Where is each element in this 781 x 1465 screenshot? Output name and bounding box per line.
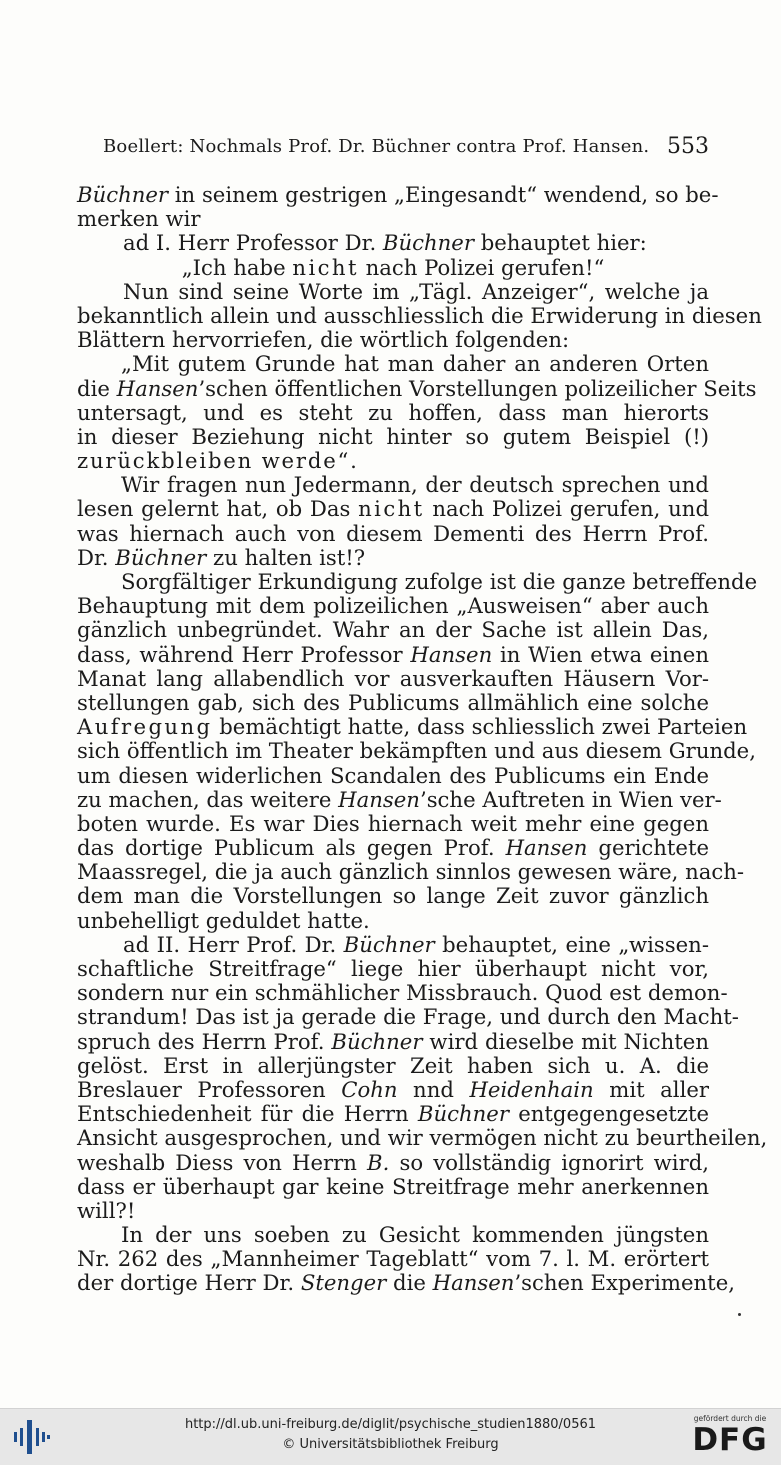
italic-text: Hansen xyxy=(410,641,493,667)
permalink-url[interactable]: http://dl.ub.uni-freiburg.de/diglit/psychische_studien1880/0561 xyxy=(184,1417,597,1432)
running-head-title: Boellert: Nochmals Prof. Dr. Büchner contra Prof. Hansen. xyxy=(103,136,650,157)
text-run: dass, während Herr Professor xyxy=(77,641,411,667)
text-run: bemächtigt hatte, dass schliesslich zwei Parteien xyxy=(212,714,748,740)
text-line xyxy=(77,182,719,207)
italic-text: Hansen xyxy=(338,786,420,812)
italic-text: Hansen xyxy=(432,1270,515,1296)
text-line xyxy=(77,1078,709,1102)
print-speck xyxy=(738,1313,741,1316)
text-run: Nun sind seine Worte im „Tägl. Anzeiger“, welche ja xyxy=(123,278,709,304)
text-line xyxy=(77,256,709,280)
text-line xyxy=(77,522,709,546)
text-run: bekanntlich allein und ausschliesslich die Erwiderung in diesen xyxy=(77,302,762,328)
text-run: „Ich habe xyxy=(181,254,293,280)
spaced-text: Aufregung xyxy=(77,714,213,740)
text-run: dem man die Vorstellungen so lange Zeit zuvor gänzlich xyxy=(77,883,709,909)
text-run: unbehelligt geduldet hatte. xyxy=(77,907,370,933)
text-line xyxy=(77,691,709,715)
text-line xyxy=(77,569,758,594)
text-run: behauptet hier: xyxy=(473,230,647,256)
text-run: gänzlich unbegründet. Wahr an der Sache ist allein Das, xyxy=(77,617,709,643)
text-run: Nr. 262 des „Mannheimer Tageblatt“ vom 7. l. M. erörtert xyxy=(77,1246,709,1272)
text-run: Manat lang allabendlich vor ausverkauften Häusern Vor- xyxy=(77,665,709,691)
text-run: strandum! Das ist ja gerade die Frage, und durch den Macht- xyxy=(77,1004,739,1030)
text-line xyxy=(77,859,745,885)
text-line xyxy=(77,980,728,1006)
text-run: zu halten ist!? xyxy=(206,544,366,570)
text-run: gerichtete xyxy=(587,835,710,861)
text-line xyxy=(77,352,709,376)
text-line xyxy=(77,1054,709,1078)
text-run: boten wurde. Es war Dies hiernach weit mehr eine gegen xyxy=(77,810,709,836)
text-run: Entschiedenheit für die Herrn xyxy=(77,1101,418,1127)
text-line xyxy=(77,884,709,908)
text-run: in Wien etwa einen xyxy=(492,641,709,667)
text-line xyxy=(77,546,709,570)
text-run: Behauptung mit dem polizeilichen „Ausweisen“ aber auch xyxy=(77,593,709,619)
text-run: sich öffentlich im Theater bekämpften und aus diesem Grunde, xyxy=(77,738,756,764)
text-line xyxy=(77,1125,768,1151)
text-run: ’sche Auftreten in Wien ver- xyxy=(419,786,722,812)
text-run: in dieser Beziehung nicht hinter so gutem Beispiel (!) xyxy=(77,423,709,449)
dfg-logo[interactable] xyxy=(686,1414,774,1462)
text-line xyxy=(77,909,709,933)
text-run: stellungen gab, sich des Publicums allmählich eine solche xyxy=(77,689,709,715)
text-run: nach Polizei gerufen, und xyxy=(424,496,710,522)
text-run: entgegengesetzte xyxy=(508,1101,709,1127)
text-run: Ansicht ausgesprochen, und wir vermögen nicht zu beurtheilen, xyxy=(77,1125,768,1151)
text-line xyxy=(77,836,709,860)
text-line xyxy=(77,473,709,497)
dfg-wordmark: DFG xyxy=(692,1422,768,1458)
copyright-notice: © Universitätsbibliothek Freiburg xyxy=(282,1437,499,1452)
text-line xyxy=(77,449,709,473)
italic-text: Heidenhain xyxy=(469,1076,594,1102)
text-run: das dortige Publicum als gegen Prof. xyxy=(77,835,506,861)
text-line xyxy=(77,1270,735,1296)
italic-text: B. xyxy=(367,1149,390,1175)
text-line xyxy=(77,1199,709,1223)
text-line xyxy=(77,1030,709,1054)
text-run: um diesen widerlichen Scandalen des Publicums ein Ende xyxy=(77,762,709,788)
text-run: zurückbleiben werde“. xyxy=(77,448,359,474)
text-run: so vollständig ignorirt wird, xyxy=(389,1149,709,1175)
text-run: lesen gelernt hat, ob Das xyxy=(77,496,359,522)
text-line xyxy=(77,1223,709,1247)
text-line xyxy=(77,643,709,667)
text-run: Maassregel, die ja auch gänzlich sinnlos gewesen wäre, nach- xyxy=(77,859,745,885)
spaced-text: nicht xyxy=(358,496,425,522)
text-run: will?! xyxy=(77,1197,136,1223)
text-run: spruch des Herrn Prof. xyxy=(77,1028,332,1054)
text-run: weshalb Diess von Herrn xyxy=(77,1149,368,1175)
running-head xyxy=(103,134,709,164)
text-run: Breslauer Professoren xyxy=(77,1076,342,1102)
text-run: ad I. Herr Professor Dr. xyxy=(123,230,383,256)
italic-text: Büchner xyxy=(77,182,169,207)
italic-text: Büchner xyxy=(382,230,474,256)
text-run: Wir fragen nun Jedermann, der deutsch sprechen und xyxy=(121,472,709,498)
text-run: die xyxy=(77,375,117,401)
text-run: Dr. xyxy=(77,544,116,570)
text-run: ’schen öffentlichen Vorstellungen polizeilicher Seits xyxy=(198,375,757,401)
text-run: die xyxy=(386,1270,433,1296)
text-line xyxy=(77,280,709,304)
italic-text: Büchner xyxy=(115,544,207,570)
page-number: 553 xyxy=(667,134,709,159)
text-run: dass er überhaupt gar keine Streitfrage mehr anerkennen xyxy=(77,1173,709,1199)
text-line xyxy=(77,1102,709,1126)
dfg-caption: gefördert durch die xyxy=(693,1414,767,1423)
text-run: was hiernach auch von diesem Dementi des Herrn Prof. xyxy=(77,520,709,546)
text-line xyxy=(77,207,709,231)
italic-text: Stenger xyxy=(300,1270,387,1296)
italic-text: Cohn xyxy=(341,1076,398,1102)
text-run: der dortige Herr Dr. xyxy=(77,1270,301,1296)
italic-text: Hansen xyxy=(505,835,588,861)
text-line xyxy=(77,1151,709,1175)
text-run: Sorgfältiger Erkundigung zufolge ist die ganze betreffende xyxy=(121,569,758,594)
footer-bar xyxy=(0,1408,781,1465)
text-line xyxy=(77,375,757,401)
text-run: merken wir xyxy=(77,206,201,232)
text-line xyxy=(77,957,709,981)
text-run: Blättern hervorriefen, die wörtlich folgenden: xyxy=(77,327,570,353)
text-run: untersagt, und es steht zu hoffen, dass man hierorts xyxy=(77,399,709,425)
italic-text: Hansen xyxy=(116,375,199,401)
text-line xyxy=(77,667,709,691)
text-run: ’schen Experimente, xyxy=(514,1270,735,1296)
text-run: ad II. Herr Prof. Dr. xyxy=(123,931,344,957)
text-line xyxy=(77,594,709,618)
text-run: schaftliche Streitfrage“ liege hier überhaupt nicht vor, xyxy=(77,956,709,981)
text-run: In der uns soeben zu Gesicht kommenden jüngsten xyxy=(121,1222,709,1248)
text-run: sondern nur ein schmählicher Missbrauch. Quod est demon- xyxy=(77,980,728,1006)
text-line xyxy=(77,497,709,521)
text-line xyxy=(77,786,722,812)
text-line xyxy=(77,1247,709,1271)
text-run: wird dieselbe mit Nichten xyxy=(422,1028,709,1054)
text-line xyxy=(77,714,748,740)
italic-text: Büchner xyxy=(417,1101,509,1127)
text-line xyxy=(77,812,709,836)
text-line xyxy=(77,1175,709,1199)
spaced-text: nicht xyxy=(292,254,359,280)
text-line xyxy=(77,764,709,788)
text-run: nach Polizei gerufen!“ xyxy=(358,254,605,280)
text-run: zu machen, das weitere xyxy=(77,786,339,812)
text-run: „Mit gutem Grunde hat man daher an anderen Orten xyxy=(121,351,709,377)
italic-text: Büchner xyxy=(343,931,435,957)
text-run: behauptet, eine „wissen- xyxy=(434,931,709,957)
text-line xyxy=(77,1004,739,1030)
body-text xyxy=(77,182,768,1296)
text-line xyxy=(77,618,709,642)
text-run: mit aller xyxy=(593,1076,710,1102)
text-line xyxy=(77,231,709,255)
italic-text: Büchner xyxy=(331,1028,423,1054)
text-line xyxy=(77,933,709,957)
text-line xyxy=(77,302,762,328)
text-line xyxy=(77,401,709,425)
text-line xyxy=(77,738,756,764)
text-run: gelöst. Erst in allerjüngster Zeit haben sich u. A. die xyxy=(77,1052,709,1078)
text-line xyxy=(77,328,709,352)
text-run: in seinem gestrigen „Eingesandt“ wendend, so be- xyxy=(168,182,719,207)
text-line xyxy=(77,425,709,449)
text-run: nnd xyxy=(397,1076,470,1102)
